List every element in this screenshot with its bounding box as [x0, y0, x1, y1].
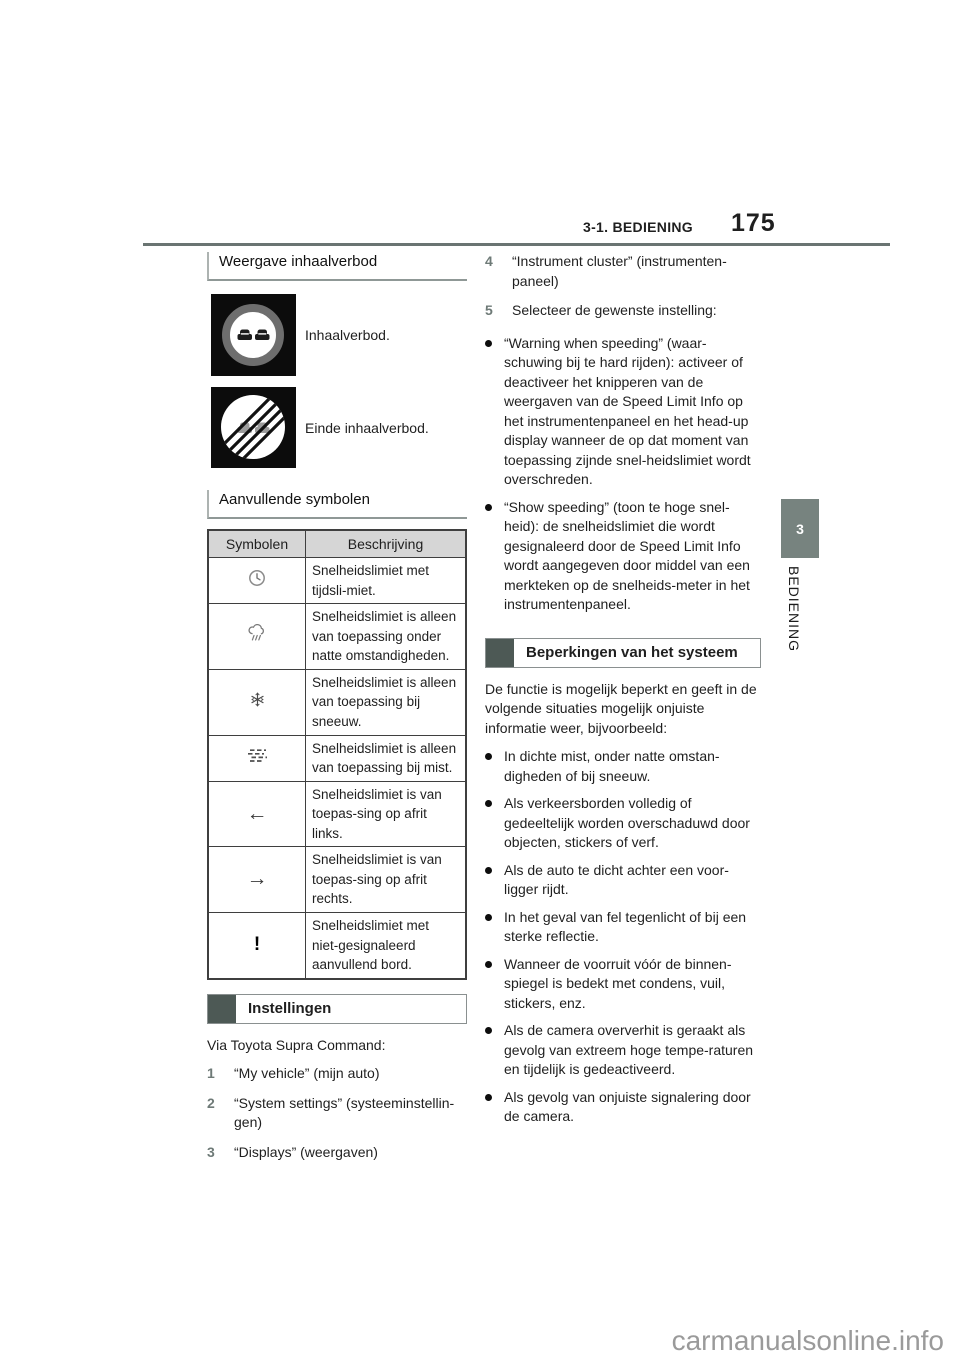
- numbered-step: [207, 1143, 467, 1163]
- bullet-icon: [485, 498, 504, 615]
- bullet-text: In het geval van fel tegenlicht of bij een sterke reflectie.: [504, 908, 747, 944]
- section-title-instellingen: Instellingen: [248, 1000, 332, 1018]
- bullet-text: Als de camera oververhit is geraakt als gevolg van extreem hoge tempe-raturen en tijdelijk is gedeactiveerd.: [504, 1022, 754, 1077]
- bullet-text: “Show speeding” (toon te hoge snel-heid): de snelheidslimiet die wordt gesignaleerd door de Speed Limit Info wordt aangegeven door middel van een merkteken op de snelheids-meter in het instrumentenpaneel.: [504, 498, 750, 612]
- symbols-table: [207, 529, 467, 980]
- bullet-icon: [485, 794, 504, 853]
- step-number: 2: [207, 1094, 215, 1111]
- symbol-description: Snelheidslimiet is alleen van toepassing onder natte omstandigheden.: [306, 604, 467, 670]
- table-row: [208, 847, 466, 913]
- settings-steps: [207, 1064, 467, 1162]
- bullet-item: [485, 1088, 761, 1127]
- numbered-step: [207, 1064, 467, 1084]
- step-text: Selecteer de gewenste instelling:: [512, 302, 717, 318]
- sign-row: [211, 294, 467, 376]
- bullet-icon: [485, 861, 504, 900]
- table-header-row: [208, 530, 466, 558]
- symbol-description: Snelheidslimiet is van toepas-sing op afrit links.: [306, 781, 467, 847]
- sign-caption: Inhaalverbod.: [305, 327, 390, 343]
- symbol-description: Snelheidslimiet is alleen van toepassing bij mist.: [306, 735, 467, 781]
- bullet-item: [485, 908, 761, 947]
- step-number: 4: [485, 253, 493, 269]
- table-row: [208, 913, 466, 979]
- arrow-right-icon: →: [208, 847, 306, 913]
- limitations-intro: De functie is mogelijk beperkt en geeft in de volgende situaties mogelijk onjuiste informatie weer, bijvoorbeeld:: [485, 680, 757, 736]
- bullet-item: [485, 1021, 761, 1080]
- bullet-item: [485, 747, 761, 786]
- left-column: [207, 252, 467, 1172]
- numbered-step: [207, 1094, 467, 1133]
- symbol-description: Snelheidslimiet met tijdsli-miet.: [306, 558, 467, 604]
- bullet-icon: [485, 908, 504, 947]
- section-title-beperkingen: Beperkingen van het systeem: [526, 644, 738, 661]
- step-text: “Instrument cluster” (instrumenten-paneel): [512, 253, 727, 289]
- bullet-icon: [485, 1021, 504, 1080]
- snowflake-icon: [208, 669, 306, 735]
- bullet-icon: [485, 747, 504, 786]
- exclamation-icon: !: [208, 913, 306, 979]
- bullet-text: In dichte mist, onder natte omstan-digheden of bij sneeuw.: [504, 748, 720, 784]
- right-column: [485, 252, 761, 1135]
- bullet-text: Wanneer de voorruit vóór de binnen-spiegel is bedekt met condens, vuil, stickers, enz.: [504, 955, 732, 1011]
- sign-caption: Einde inhaalverbod.: [305, 419, 429, 436]
- sign-list: [211, 294, 467, 468]
- symbol-description: Snelheidslimiet is van toepas-sing op afrit rechts.: [306, 847, 467, 913]
- table-row: [208, 735, 466, 781]
- table-row: [208, 781, 466, 847]
- procedure-steps: [485, 252, 761, 321]
- step-text: “System settings” (systeeminstellin-gen): [234, 1094, 455, 1131]
- header-rule: [143, 243, 890, 246]
- bullet-icon: [485, 1088, 504, 1127]
- bullet-icon: [485, 334, 504, 490]
- bullet-text: Als gevolg van onjuiste signalering door de camera.: [504, 1088, 751, 1124]
- header-accent-block: [208, 995, 236, 1023]
- chapter-tab: [781, 499, 819, 558]
- bullet-item: [485, 794, 761, 853]
- bullet-icon: [485, 955, 504, 1014]
- no-overtaking-sign-icon: [211, 294, 296, 376]
- arrow-left-icon: ←: [208, 781, 306, 847]
- section-header-instellingen: [207, 994, 467, 1024]
- col-header-symbolen: Symbolen: [208, 530, 306, 558]
- bullet-item: [485, 861, 761, 900]
- option-bullet-list: [485, 334, 761, 615]
- col-header-beschrijving: Beschrijving: [306, 530, 467, 558]
- numbered-step: [485, 301, 761, 321]
- bullet-item: [485, 498, 761, 615]
- clock-icon: [208, 558, 306, 604]
- limitations-bullet-list: [485, 747, 761, 1127]
- step-number: 1: [207, 1065, 215, 1082]
- fog-icon: [208, 735, 306, 781]
- symbol-description: Snelheidslimiet is alleen van toepassing bij sneeuw.: [306, 669, 467, 735]
- settings-intro: Via Toyota Supra Command:: [207, 1036, 386, 1053]
- step-number: 3: [207, 1143, 215, 1160]
- numbered-step: [485, 252, 761, 291]
- bullet-text: Als de auto te dicht achter een voor-ligger rijdt.: [504, 861, 729, 897]
- section-header-beperkingen: [485, 638, 761, 668]
- chapter-number: 3: [796, 520, 804, 537]
- header-section-title: 3-1. BEDIENING: [583, 219, 693, 235]
- bullet-text: “Warning when speeding” (waar-schuwing bij te hard rijden): activeer of deactiveer het knipperen van de weergaven van de Speed Limit Info op het instrumentenpaneel en het head-up display wanneer de op dat moment van toepassing zijnde snel-heidslimiet wordt overschreden.: [504, 334, 751, 487]
- table-row: [208, 669, 466, 735]
- step-text: “Displays” (weergaven): [234, 1143, 378, 1160]
- step-text: “My vehicle” (mijn auto): [234, 1065, 380, 1082]
- header-accent-block: [486, 639, 514, 667]
- page-number: 175: [731, 209, 776, 237]
- end-of-no-overtaking-sign-icon: [211, 387, 296, 468]
- bullet-item: [485, 334, 761, 490]
- symbol-description: Snelheidslimiet met niet-gesignaleerd aanvullend bord.: [306, 913, 467, 979]
- symbols-table-body: [208, 558, 466, 979]
- table-row: [208, 604, 466, 670]
- section-title-aanvullende-symbolen: Aanvullende symbolen: [207, 490, 467, 519]
- table-row: [208, 558, 466, 604]
- step-number: 5: [485, 302, 493, 318]
- section-title-weergave-inhaalverbod: Weergave inhaalverbod: [207, 252, 467, 281]
- bullet-item: [485, 955, 761, 1014]
- sign-row: [211, 387, 467, 468]
- bullet-text: Als verkeersborden volledig of gedeeltelijk worden overschaduwd door objecten, stickers of verf.: [504, 795, 750, 850]
- chapter-label: BEDIENING: [786, 566, 802, 653]
- rain-icon: [208, 604, 306, 670]
- watermark: carmanualsonline.info: [671, 1325, 944, 1356]
